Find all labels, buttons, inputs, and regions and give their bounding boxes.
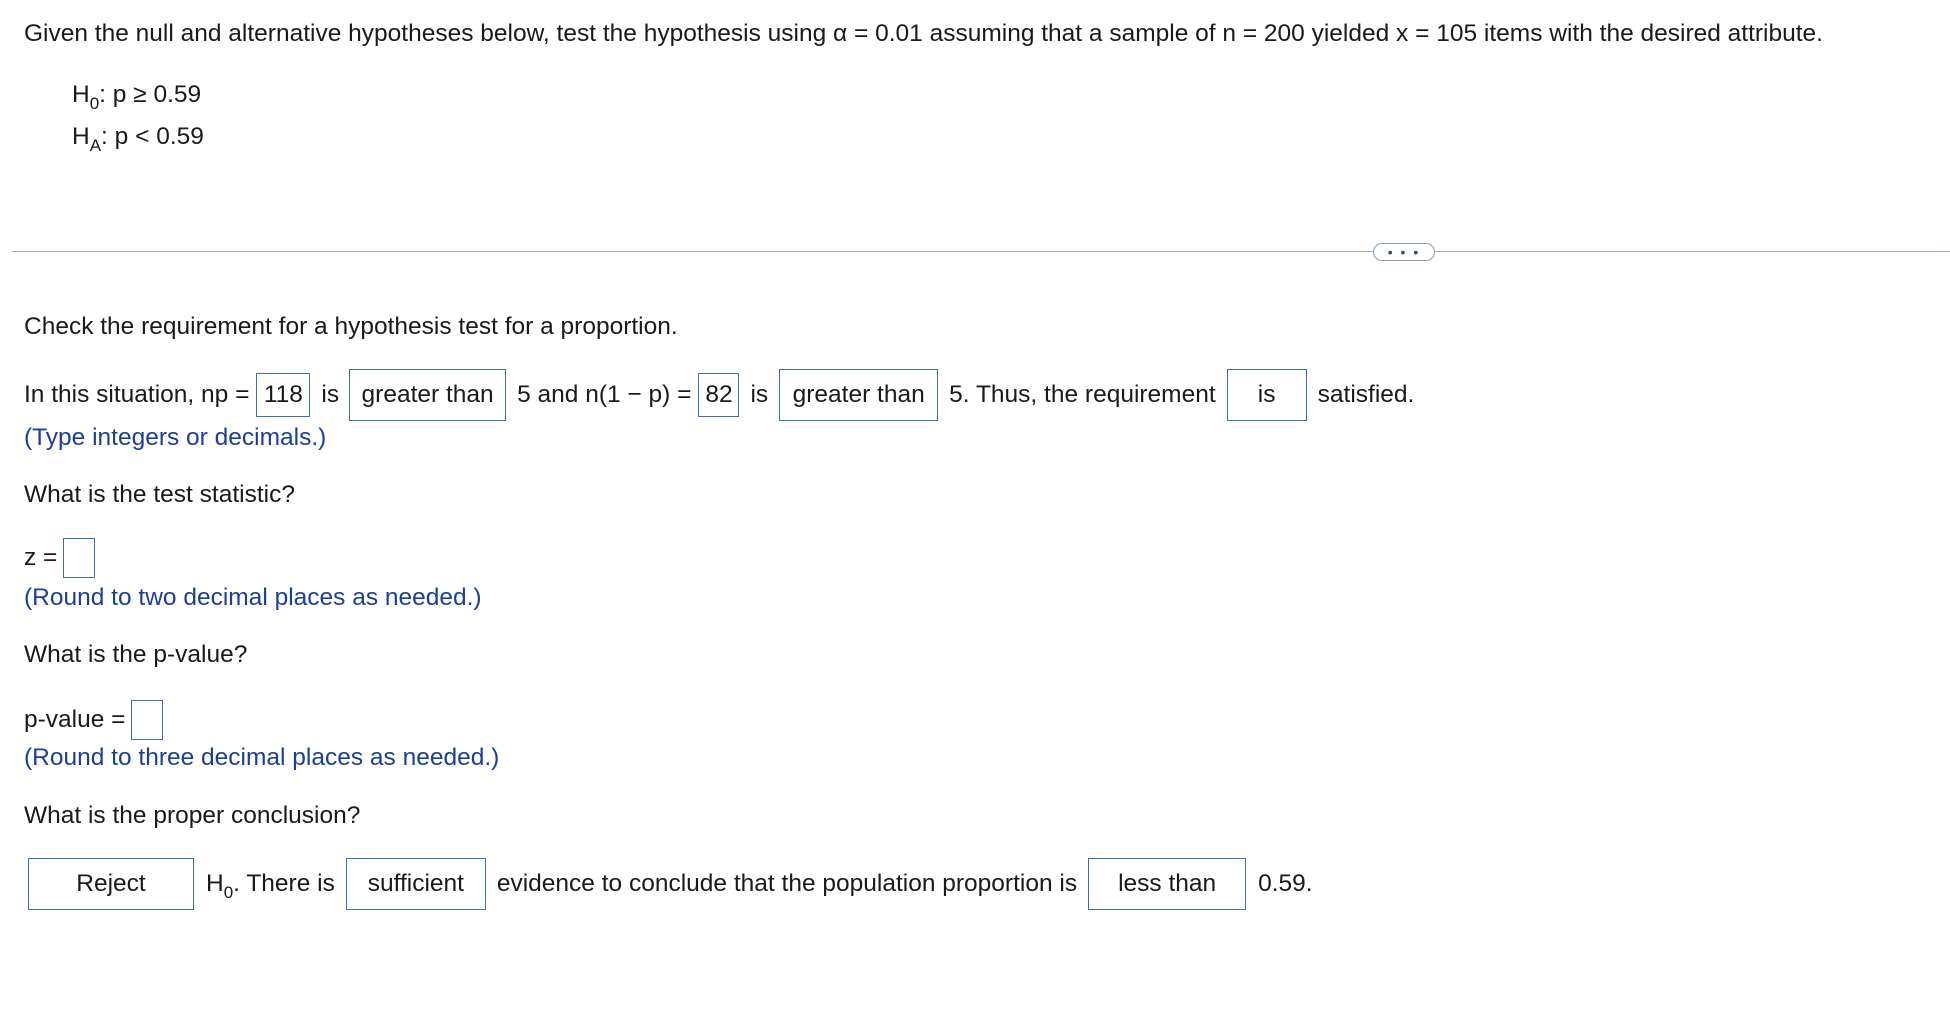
requirement-hint: (Type integers or decimals.) (24, 424, 327, 451)
comparison-dropdown-2[interactable]: greater than (779, 369, 938, 421)
requirement-text-6: satisfied. (1317, 381, 1415, 408)
z-label: z = (24, 544, 58, 571)
test-statistic-row (24, 538, 95, 578)
conclusion-h-symbol: H (206, 870, 224, 897)
conclusion-sentence (28, 858, 1313, 910)
ha-subscript: A (89, 136, 102, 155)
section-divider (12, 251, 1950, 252)
z-hint: (Round to two decimal places as needed.) (24, 584, 482, 611)
conclusion-h-subscript: 0 (223, 883, 234, 902)
comparison-dropdown-1[interactable]: greater than (349, 369, 506, 421)
conclusion-h0 (206, 870, 234, 902)
p-value-hint: (Round to three decimal places as needed.) (24, 744, 500, 771)
h0-symbol: H (72, 81, 90, 108)
requirement-text-4: is (750, 381, 769, 408)
h0-subscript: 0 (89, 94, 100, 113)
p-value-label: p-value = (24, 706, 126, 733)
requirement-text-3: 5 and n(1 − p) = (517, 381, 692, 408)
more-options-button[interactable] (1373, 243, 1435, 261)
ha-statement: : p < 0.59 (101, 123, 204, 150)
np-answer-box[interactable]: 118 (256, 373, 310, 417)
conclusion-text-2: evidence to conclude that the population proportion is (496, 870, 1078, 897)
p-value-row (24, 700, 163, 740)
requirement-text-2: is (321, 381, 340, 408)
requirement-status-dropdown[interactable]: is (1227, 369, 1307, 421)
conclusion-text-1: . There is (233, 870, 335, 897)
decision-dropdown[interactable]: Reject (28, 858, 194, 910)
evidence-dropdown[interactable]: sufficient (346, 858, 486, 910)
question-prompt: Given the null and alternative hypotheses below, test the hypothesis using α = 0.01 assuming that a sample of n = 200 yielded x = 105 items with the desired attribute. (24, 20, 1823, 47)
ellipsis-icon: • • • (1387, 244, 1421, 260)
requirement-sentence (24, 369, 1414, 421)
nq-answer-box[interactable]: 82 (698, 373, 739, 417)
requirement-heading: Check the requirement for a hypothesis test for a proportion. (24, 313, 678, 340)
direction-dropdown[interactable]: less than (1088, 858, 1246, 910)
p-value-answer-input[interactable] (131, 700, 163, 740)
p-value-question: What is the p-value? (24, 641, 248, 668)
conclusion-question: What is the proper conclusion? (24, 802, 361, 829)
test-statistic-question: What is the test statistic? (24, 481, 295, 508)
requirement-text-5: 5. Thus, the requirement (949, 381, 1216, 408)
alternative-hypothesis (72, 123, 204, 155)
null-hypothesis (72, 81, 202, 113)
z-answer-input[interactable] (63, 538, 95, 578)
requirement-text-1: In this situation, np = (24, 381, 250, 408)
h0-statement: : p ≥ 0.59 (99, 81, 202, 108)
conclusion-text-3: 0.59. (1258, 870, 1313, 897)
ha-symbol: H (72, 123, 90, 150)
